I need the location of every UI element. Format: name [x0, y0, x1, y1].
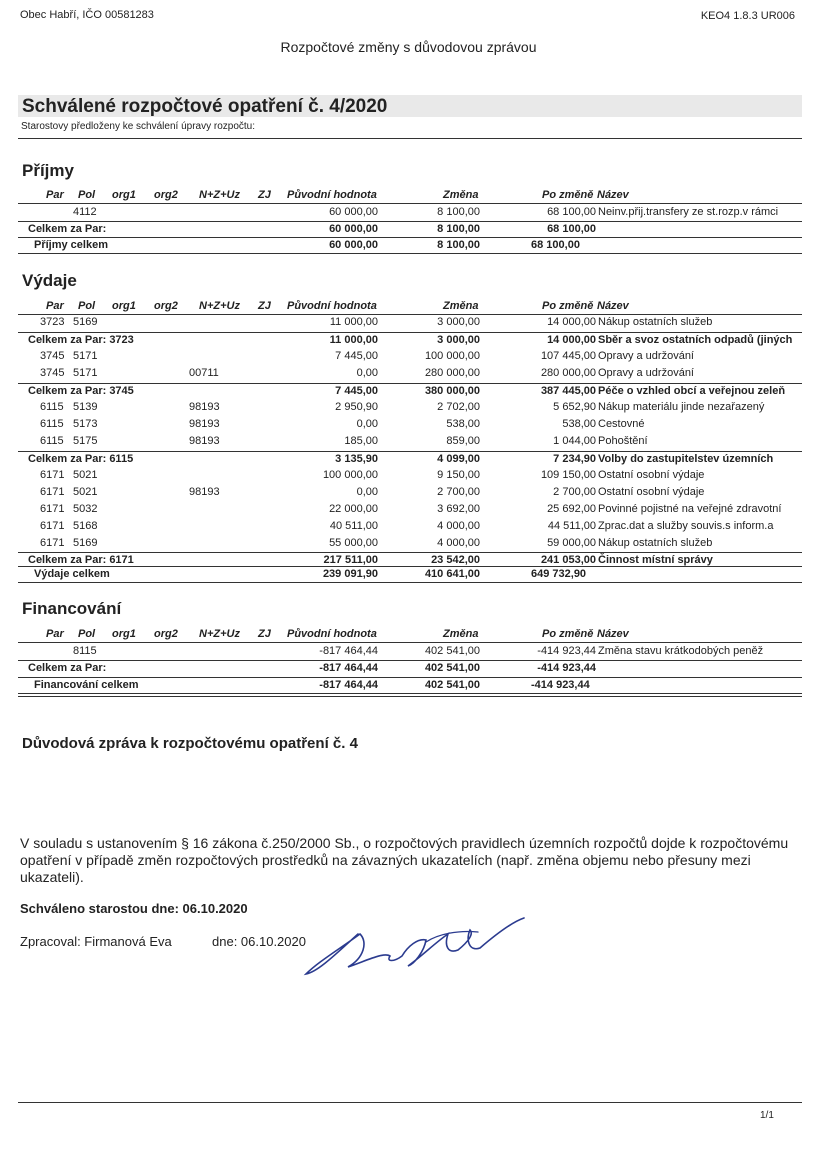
- col-header-original: Původní hodnota: [287, 300, 377, 312]
- col-header-org2: org2: [154, 300, 178, 312]
- cell-name: Nákup ostatních služeb: [598, 316, 713, 328]
- cell-pol: 5021: [73, 469, 98, 482]
- footer-rule: [18, 1102, 802, 1103]
- cell-original: 55 000,00: [329, 536, 378, 549]
- col-header-par: Par: [46, 189, 64, 201]
- cell-par: 6115: [40, 418, 64, 431]
- cell-original: 100 000,00: [322, 469, 378, 482]
- col-header-rule: [18, 642, 802, 643]
- cell-change: 4 000,00: [437, 519, 480, 532]
- cell-after: 5 652,90: [553, 401, 596, 414]
- total-bottom-rule: [18, 582, 802, 583]
- cell-pol: 5171: [73, 367, 98, 380]
- total-label: Výdaje celkem: [34, 568, 110, 580]
- total-change: 402 541,00: [424, 679, 480, 691]
- col-header-org2: org2: [154, 189, 178, 201]
- subtotal-name: Činnost místní správy: [598, 554, 713, 567]
- cell-change: 100 000,00: [424, 350, 480, 363]
- software-version: KEO4 1.8.3 UR006: [700, 10, 795, 22]
- total-label: Financování celkem: [34, 679, 139, 691]
- col-header-nzuz: N+Z+Uz: [199, 628, 240, 640]
- total-original: 239 091,90: [322, 568, 378, 580]
- cell-original: 0,00: [356, 367, 378, 380]
- col-header-zj: ZJ: [258, 189, 271, 201]
- cell-org1: 98193: [189, 418, 220, 431]
- cell-pol: 5139: [73, 401, 98, 414]
- cell-pol: 5175: [73, 435, 98, 447]
- cell-pol: 5169: [73, 536, 98, 549]
- subtotal-label: Celkem za Par: 3745: [28, 384, 134, 397]
- cell-after: 280 000,00: [540, 367, 596, 380]
- cell-par: 6171: [40, 486, 65, 499]
- prepared-date: dne: 06.10.2020: [212, 934, 306, 949]
- cell-original: 60 000,00: [329, 206, 378, 218]
- subtotal-rule: [18, 221, 802, 222]
- col-header-org2: org2: [154, 628, 178, 640]
- cell-name: Změna stavu krátkodobých peněž: [598, 645, 764, 657]
- subtotal-change: 402 541,00: [424, 662, 480, 674]
- cell-name: Povinné pojistné na veřejné zdravotní: [598, 502, 782, 515]
- subtotal-change: 23 542,00: [431, 554, 480, 567]
- col-header-change: Změna: [443, 300, 479, 312]
- col-header-par: Par: [46, 300, 64, 312]
- cell-name: Neinv.přij.transfery ze st.rozp.v rámci: [598, 206, 779, 218]
- subtotal-change: 8 100,00: [437, 223, 480, 235]
- justification-title: Důvodová zpráva k rozpočtovému opatření č. 4: [22, 735, 358, 752]
- cell-name: Pohoštění: [598, 435, 648, 447]
- justification-text: V souladu s ustanovením § 16 zákona č.250/2000 Sb., o rozpočtových pravidlech územních rozpočtů dojde k rozpočtovému opatření v případě změn rozpočtových prostředků na závazných ukazatelích (např. změna objemu nebo přesuny mezi ukazateli).: [20, 835, 789, 885]
- cell-original: -817 464,44: [319, 645, 378, 657]
- cell-org1: 98193: [189, 435, 220, 447]
- cell-original: 2 950,90: [335, 401, 378, 414]
- cell-pol: 5171: [73, 350, 98, 363]
- subtotal-original: 11 000,00: [329, 333, 378, 346]
- measure-subtitle: Starostovy předloženy ke schválení úpravy rozpočtu:: [21, 121, 256, 132]
- subtotal-name: Volby do zastupitelstev územních: [598, 452, 774, 465]
- section-title-financing: Financování: [22, 599, 122, 618]
- measure-title: Schválené rozpočtové opatření č. 4/2020: [22, 96, 388, 117]
- cell-change: 9 150,00: [437, 469, 480, 482]
- cell-after: 25 692,00: [547, 502, 596, 515]
- cell-org1: 98193: [189, 401, 220, 414]
- total-bottom-rule: [18, 253, 802, 254]
- cell-change: 2 702,00: [437, 401, 480, 414]
- cell-original: 0,00: [356, 486, 378, 499]
- cell-change: 4 000,00: [437, 536, 480, 549]
- col-header-zj: ZJ: [258, 628, 271, 640]
- total-after: -414 923,44: [531, 679, 590, 691]
- section-title-income: Příjmy: [22, 161, 74, 180]
- cell-name: Opravy a udržování: [598, 367, 694, 380]
- cell-change: 8 100,00: [437, 206, 480, 218]
- total-rule: [18, 237, 802, 238]
- subtotal-after: -414 923,44: [537, 662, 596, 674]
- col-header-after: Po změně: [542, 300, 594, 312]
- cell-pol: 5173: [73, 418, 98, 431]
- cell-change: 538,00: [446, 418, 480, 431]
- col-header-pol: Pol: [78, 189, 96, 201]
- subtotal-rule: [18, 660, 802, 661]
- cell-org1: 00711: [189, 367, 219, 380]
- subtotal-rule: [18, 451, 802, 452]
- title-rule: [18, 138, 802, 139]
- col-header-nzuz: N+Z+Uz: [199, 189, 240, 201]
- total-original: -817 464,44: [319, 679, 378, 691]
- total-rule: [18, 677, 802, 678]
- col-header-par: Par: [46, 628, 64, 640]
- cell-after: 59 000,00: [547, 536, 596, 549]
- total-change: 410 641,00: [424, 568, 480, 580]
- cell-after: 109 150,00: [540, 469, 596, 482]
- col-header-pol: Pol: [78, 300, 96, 312]
- cell-original: 40 511,00: [329, 519, 378, 532]
- cell-after: 1 044,00: [553, 435, 596, 447]
- total-after: 68 100,00: [531, 239, 580, 251]
- col-header-rule: [18, 314, 802, 315]
- cell-par: 6171: [40, 469, 65, 482]
- cell-after: 2 700,00: [553, 486, 596, 499]
- cell-pol: 5168: [73, 519, 98, 532]
- subtotal-rule: [18, 383, 802, 384]
- subtotal-original: 60 000,00: [329, 223, 378, 235]
- cell-change: 402 541,00: [424, 645, 480, 657]
- cell-name: Opravy a udržování: [598, 350, 694, 363]
- cell-original: 185,00: [344, 435, 378, 447]
- subtotal-after: 14 000,00: [547, 333, 596, 346]
- total-after: 649 732,90: [531, 568, 587, 580]
- total-original: 60 000,00: [329, 239, 378, 251]
- total-rule: [18, 566, 802, 567]
- document-title: Rozpočtové změny s důvodovou zprávou: [280, 39, 537, 55]
- cell-name: Nákup materiálu jinde nezařazený: [598, 401, 765, 414]
- cell-change: 2 700,00: [437, 486, 480, 499]
- col-header-after: Po změně: [542, 628, 594, 640]
- cell-pol: 5021: [73, 486, 98, 499]
- subtotal-after: 7 234,90: [553, 452, 596, 465]
- col-header-org1: org1: [112, 628, 136, 640]
- cell-name: Nákup ostatních služeb: [598, 536, 713, 549]
- col-header-org1: org1: [112, 300, 136, 312]
- section-title-expenses: Výdaje: [22, 271, 77, 290]
- subtotal-label: Celkem za Par:: [28, 223, 107, 235]
- subtotal-change: 380 000,00: [424, 384, 480, 397]
- col-header-change: Změna: [443, 189, 479, 201]
- col-header-pol: Pol: [78, 628, 96, 640]
- col-header-org1: org1: [112, 189, 136, 201]
- cell-after: 107 445,00: [540, 350, 596, 363]
- cell-change: 3 000,00: [437, 316, 480, 328]
- subtotal-rule: [18, 332, 802, 333]
- page-number: 1/1: [760, 1110, 774, 1121]
- subtotal-after: 68 100,00: [547, 223, 596, 235]
- cell-original: 7 445,00: [335, 350, 378, 363]
- subtotal-original: 7 445,00: [335, 384, 378, 397]
- subtotal-label: Celkem za Par: 6171: [28, 554, 134, 567]
- cell-after: 14 000,00: [547, 316, 596, 328]
- col-header-name: Název: [597, 628, 629, 640]
- signature: [298, 912, 538, 984]
- cell-par: 6115: [40, 401, 64, 414]
- cell-change: 3 692,00: [437, 502, 480, 515]
- col-header-original: Původní hodnota: [287, 189, 377, 201]
- col-header-change: Změna: [443, 628, 479, 640]
- subtotal-original: 217 511,00: [323, 554, 378, 567]
- cell-par: 6171: [40, 519, 65, 532]
- cell-original: 0,00: [356, 418, 378, 431]
- cell-par: 3723: [40, 316, 65, 328]
- cell-pol: 8115: [73, 645, 97, 657]
- approval-date: Schváleno starostou dne: 06.10.2020: [20, 901, 248, 916]
- cell-after: 538,00: [562, 418, 596, 431]
- cell-par: 3745: [40, 350, 65, 363]
- cell-par: 6115: [40, 435, 64, 447]
- subtotal-change: 4 099,00: [437, 452, 480, 465]
- cell-pol: 4112: [73, 206, 97, 218]
- subtotal-after: 241 053,00: [540, 554, 596, 567]
- cell-name: Ostatní osobní výdaje: [598, 469, 705, 482]
- col-header-original: Původní hodnota: [287, 628, 377, 640]
- cell-name: Zprac.dat a služby souvis.s inform.a: [598, 519, 774, 532]
- col-header-zj: ZJ: [258, 300, 271, 312]
- col-header-name: Název: [597, 300, 629, 312]
- cell-par: 3745: [40, 367, 65, 380]
- cell-change: 859,00: [446, 435, 480, 447]
- subtotal-name: Sběr a svoz ostatních odpadů (jiných: [598, 333, 793, 346]
- total-change: 8 100,00: [437, 239, 480, 251]
- subtotal-label: Celkem za Par: 6115: [28, 452, 134, 465]
- cell-original: 11 000,00: [329, 316, 378, 328]
- cell-pol: 5169: [73, 316, 98, 328]
- cell-pol: 5032: [73, 502, 98, 515]
- subtotal-original: 3 135,90: [335, 452, 378, 465]
- subtotal-change: 3 000,00: [437, 333, 480, 346]
- cell-after: 68 100,00: [547, 206, 596, 218]
- cell-par: 6171: [40, 536, 65, 549]
- cell-name: Cestovné: [598, 418, 645, 431]
- tables-end-rule: [18, 693, 802, 697]
- col-header-after: Po změně: [542, 189, 594, 201]
- col-header-nzuz: N+Z+Uz: [199, 300, 240, 312]
- cell-after: 44 511,00: [547, 519, 596, 532]
- subtotal-name: Péče o vzhled obcí a veřejnou zeleň: [598, 384, 786, 397]
- cell-org1: 98193: [189, 486, 220, 499]
- cell-name: Ostatní osobní výdaje: [598, 486, 705, 499]
- cell-change: 280 000,00: [424, 367, 480, 380]
- total-label: Příjmy celkem: [34, 239, 108, 251]
- subtotal-label: Celkem za Par: 3723: [28, 333, 134, 346]
- subtotal-label: Celkem za Par:: [28, 662, 107, 674]
- subtotal-after: 387 445,00: [540, 384, 596, 397]
- cell-after: -414 923,44: [537, 645, 596, 657]
- prepared-by: Zpracoval: Firmanová Eva: [20, 934, 172, 949]
- col-header-rule: [18, 203, 802, 204]
- col-header-name: Název: [597, 189, 629, 201]
- organization-header: Obec Habří, IČO 00581283: [20, 9, 154, 21]
- cell-original: 22 000,00: [329, 502, 378, 515]
- cell-par: 6171: [40, 502, 65, 515]
- subtotal-original: -817 464,44: [319, 662, 378, 674]
